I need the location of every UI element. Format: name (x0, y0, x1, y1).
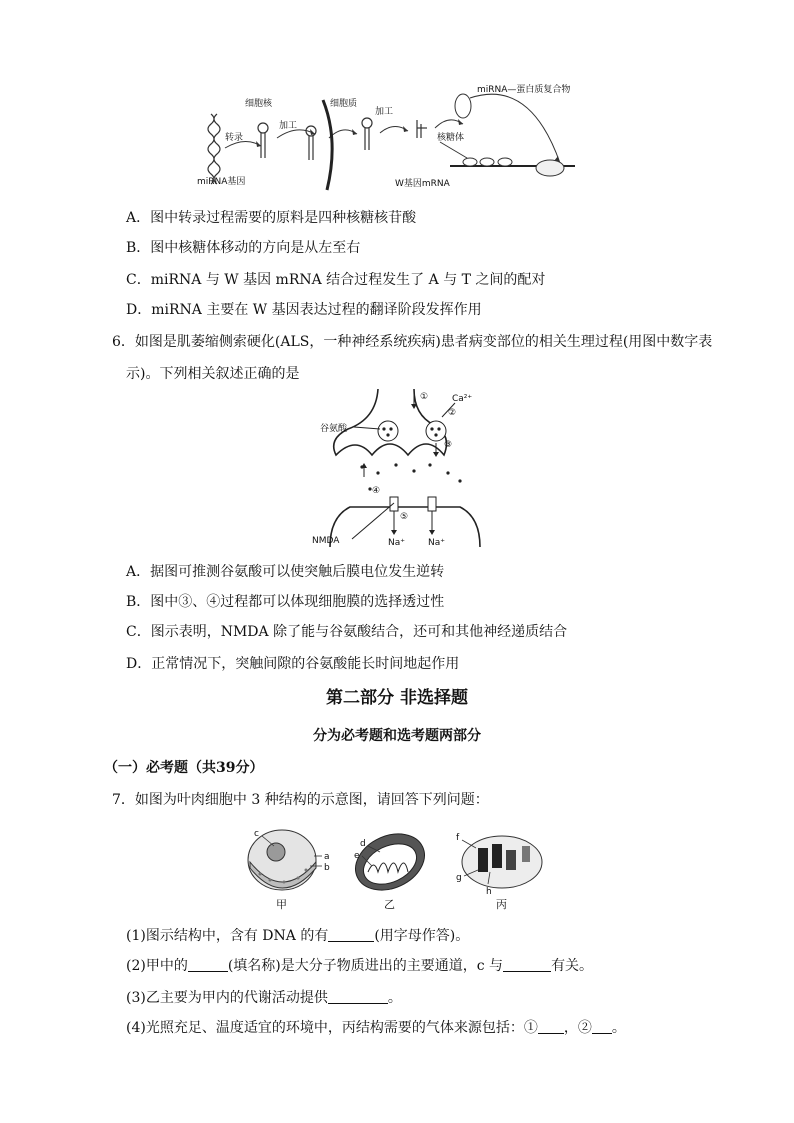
label-processing-2: 加工 (375, 107, 394, 117)
dna-helix-icon (208, 114, 220, 184)
q6-stem-line2: 示)。下列相关叙述正确的是 (126, 366, 300, 382)
vesicle-icon (378, 421, 398, 441)
q6-option-a: A．据图可推测谷氨酸可以使突触后膜电位发生逆转 (126, 564, 445, 580)
hairpin-icon (258, 118, 372, 160)
ribosome-icon (463, 158, 512, 166)
answer-blank-2[interactable] (188, 957, 228, 972)
vesicle-icon (426, 421, 446, 441)
q5-option-b: B．图中核糖体移动的方向是从左至右 (126, 240, 361, 256)
label-yi: 乙 (384, 898, 395, 911)
answer-blank-3[interactable] (503, 957, 551, 972)
channel-icon (428, 497, 436, 511)
nucleus-icon (248, 830, 316, 890)
label-h: h (486, 887, 492, 897)
q7-sub3: (3)乙主要为甲内的代谢活动提供 。 (126, 990, 402, 1006)
mirna-diagram (195, 78, 635, 198)
label-transcription: 转录 (225, 133, 244, 143)
q5-option-d: D．miRNA 主要在 W 基因表达过程的翻译阶段发挥作用 (126, 302, 482, 318)
label-a: a (324, 852, 330, 862)
label-4: ④ (372, 486, 381, 496)
q7-sub1: (1)图示结构中，含有 DNA 的有 (用字母作答)。 (126, 928, 470, 944)
label-3: ③ (444, 440, 453, 450)
label-complex: miRNA—蛋白质复合物 (477, 85, 571, 95)
label-g: g (456, 873, 462, 883)
answer-blank-1[interactable] (328, 927, 374, 942)
label-nmda: NMDA (312, 536, 340, 546)
q6-option-d: D．正常情况下，突触间隙的谷氨酸能长时间地起作用 (126, 656, 460, 672)
q7-stem: 7．如图为叶肉细胞中 3 种结构的示意图，请回答下列问题： (112, 792, 489, 808)
label-d: d (360, 839, 366, 849)
label-ribosome: 核糖体 (437, 133, 465, 143)
label-glutamate: 谷氨酸 (320, 424, 348, 434)
label-f: f (456, 833, 460, 843)
q7-sub4: (4)光照充足、温度适宜的环境中，丙结构需要的气体来源包括：① ，② 。 (126, 1020, 626, 1036)
part2-subtitle: 分为必考题和选考题两部分 (313, 728, 481, 744)
q6-option-c: C．图示表明，NMDA 除了能与谷氨酸结合，还可和其他神经递质结合 (126, 624, 568, 640)
answer-blank-4[interactable] (328, 989, 388, 1004)
label-5: ⑤ (400, 512, 409, 522)
answer-blank-6[interactable] (592, 1019, 612, 1034)
label-processing-1: 加工 (279, 121, 298, 131)
label-b: b (324, 863, 330, 873)
label-na-2: Na⁺ (428, 538, 445, 548)
q5-option-a: A．图中转录过程需要的原料是四种核糖核苷酸 (126, 210, 417, 226)
label-2: ② (448, 408, 457, 418)
nuclear-membrane (323, 100, 332, 190)
label-ca: Ca²⁺ (452, 394, 473, 404)
section-heading: （一）必考题（共39分） (104, 760, 264, 776)
label-mirna-gene: miRNA基因 (197, 177, 246, 187)
label-w-mrna: W基因mRNA (395, 179, 450, 189)
q6-option-b: B．图中③、④过程都可以体现细胞膜的选择透过性 (126, 594, 445, 610)
label-jia: 甲 (276, 898, 287, 911)
label-cytoplasm: 细胞质 (330, 99, 358, 109)
organelles-diagram (240, 822, 560, 914)
q6-stem-line1: 6．如图是肌萎缩侧索硬化(ALS，一种神经系统疾病)患者病变部位的相关生理过程(用图中数字表 (112, 334, 713, 350)
q7-sub2: (2)甲中的 (填名称)是大分子物质进出的主要通道，c 与 有关。 (126, 958, 594, 974)
label-nucleus: 细胞核 (245, 99, 273, 109)
label-na-1: Na⁺ (388, 538, 405, 548)
q5-option-c: C．miRNA 与 W 基因 mRNA 结合过程发生了 A 与 T 之间的配对 (126, 272, 546, 288)
label-1: ① (420, 392, 429, 402)
part2-title: 第二部分 非选择题 (326, 688, 468, 708)
label-c: c (254, 829, 259, 839)
synapse-diagram (310, 385, 490, 555)
mirna-protein-complex-icon (455, 94, 471, 118)
label-e: e (354, 851, 360, 861)
chloroplast-icon (462, 836, 542, 888)
nmda-receptor-icon (390, 497, 398, 511)
answer-blank-5[interactable] (538, 1019, 564, 1034)
mitochondrion-icon (346, 823, 433, 901)
label-bing: 丙 (496, 898, 507, 911)
